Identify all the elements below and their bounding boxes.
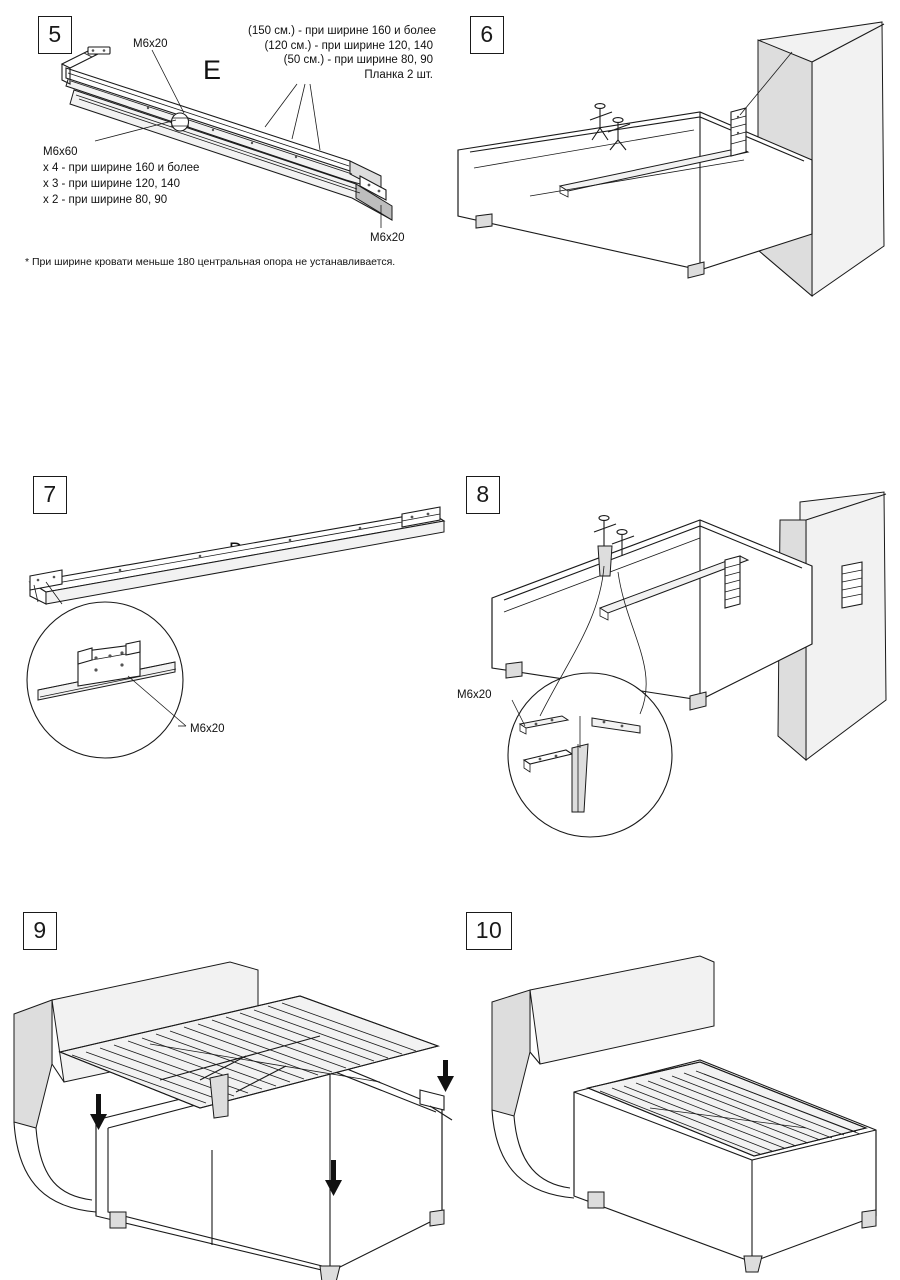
step-number-8: 8 <box>466 476 500 514</box>
footnote-center-support: * При ширине кровати меньше 180 центральная опора не устанавливается. <box>25 256 396 268</box>
step-number-6: 6 <box>470 16 504 54</box>
label-m6x20-step7: M6x20 <box>190 723 225 735</box>
part-letter-e: E <box>203 55 222 85</box>
bolt-spec-line-2: х 4 - при ширине 160 и более <box>43 162 200 174</box>
step-number-10: 10 <box>466 912 512 950</box>
note-line-2: (120 см.) - при ширине 120, 140 <box>264 39 433 52</box>
bolt-spec-line-1: М6х60 <box>43 146 78 158</box>
bolt-spec-line-3: х 3 - при ширине 120, 140 <box>43 178 180 190</box>
label-m6x20-step5-bottom: M6x20 <box>370 232 405 244</box>
note-line-3: (50 см.) - при ширине 80, 90 <box>283 54 433 66</box>
step-number-9: 9 <box>23 912 57 950</box>
note-line-4: Планка 2 шт. <box>364 68 433 81</box>
label-m6x20-step5-top: M6x20 <box>133 38 168 50</box>
note-line-1: (150 см.) - при ширине 160 и более <box>248 25 436 37</box>
bolt-spec-line-4: х 2 - при ширине 80, 90 <box>43 194 168 206</box>
step-number-5: 5 <box>38 16 72 54</box>
label-m6x20-step8: M6x20 <box>457 689 492 701</box>
step-number-7: 7 <box>33 476 67 514</box>
